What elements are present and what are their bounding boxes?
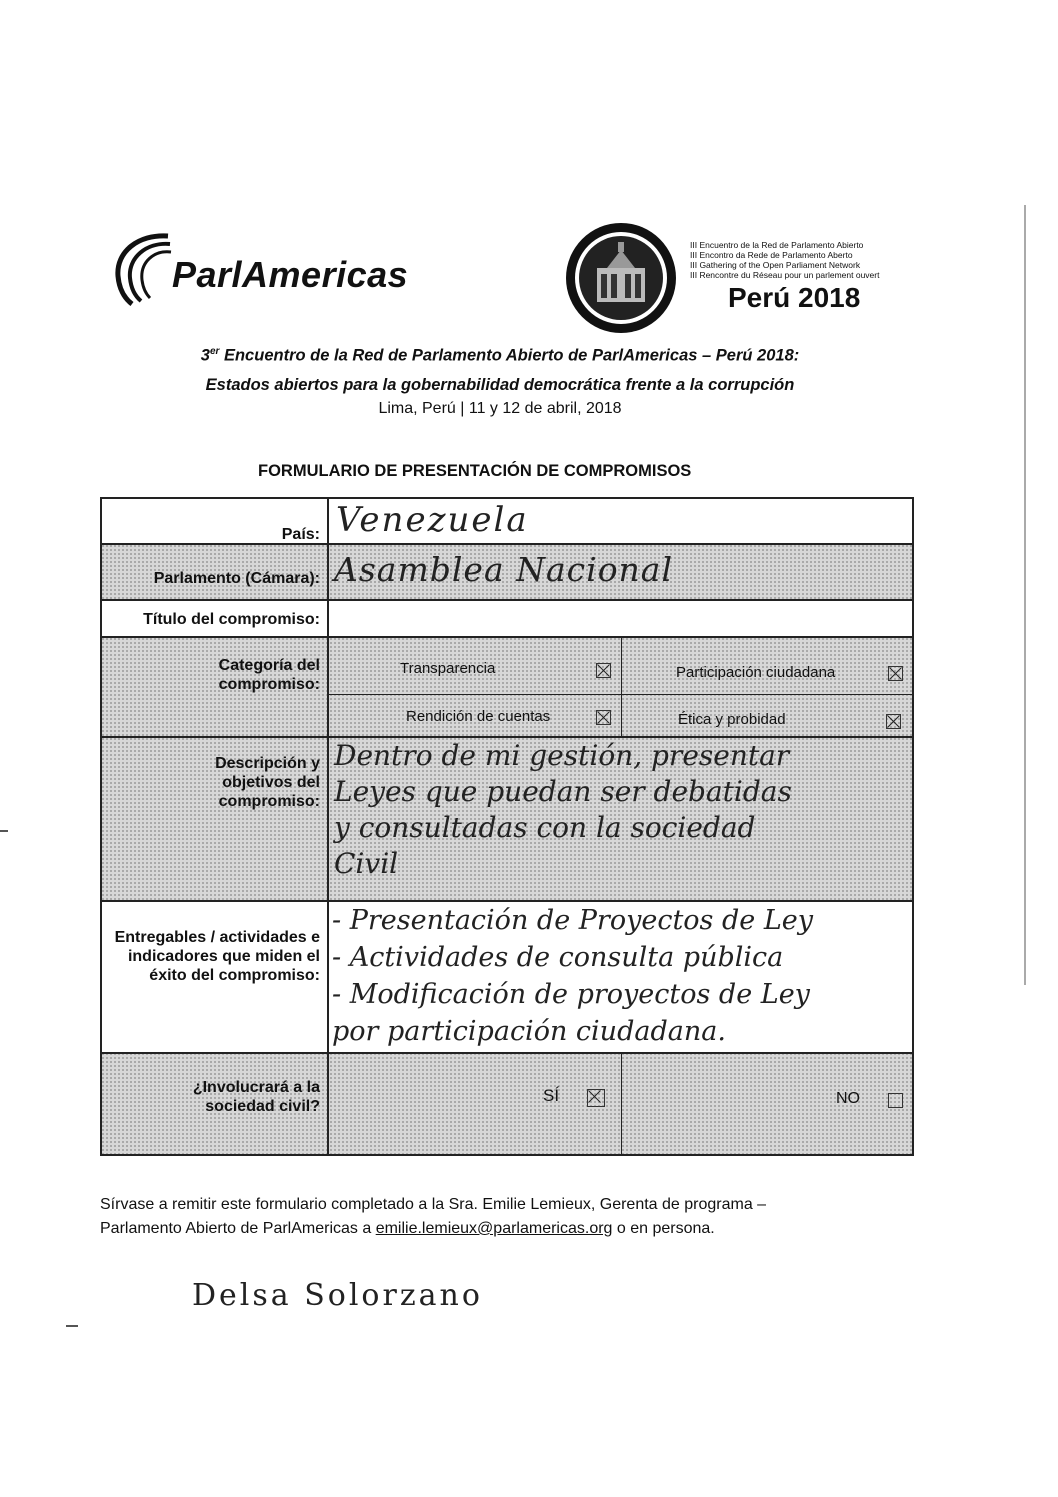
- table-label-divider: [327, 497, 329, 1156]
- category-participacion-label: Participación ciudadana: [676, 664, 836, 681]
- checkbox-participacion[interactable]: [888, 666, 903, 681]
- entregables-line: - Presentación de Proyectos de Ley: [332, 905, 813, 936]
- label-pais: País:: [281, 526, 320, 543]
- footer-instructions-line1: Sírvase a remitir este formulario completado a la Sra. Emilie Lemieux, Gerenta de programa –: [100, 1196, 767, 1213]
- footer-text-before-email: Parlamento Abierto de ParlAmericas a: [100, 1220, 376, 1237]
- handwritten-signature: Delsa Solorzano: [192, 1278, 483, 1313]
- descripcion-line: Civil: [334, 847, 399, 880]
- handwritten-pais[interactable]: Venezuela: [336, 500, 529, 540]
- table-border-top: [100, 497, 914, 499]
- descripcion-line: Leyes que puedan ser debatidas: [334, 775, 792, 808]
- event-location-date: Lima, Perú | 11 y 12 de abril, 2018: [378, 400, 622, 417]
- category-transparencia-label: Transparencia: [400, 660, 496, 677]
- descripcion-line: Dentro de mi gestión, presentar: [334, 739, 790, 772]
- checkbox-rendicion[interactable]: [596, 710, 611, 725]
- event-line: III Gathering of the Open Parliament Network: [690, 260, 861, 270]
- footer-email-link[interactable]: emilie.lemieux@parlamericas.org: [375, 1220, 613, 1237]
- footer-text-after-email: o en persona.: [612, 1220, 715, 1237]
- option-no[interactable]: [836, 1090, 908, 1108]
- category-rendicion-label: Rendición de cuentas: [406, 708, 551, 725]
- descripcion-line: y consultadas con la sociedad: [334, 811, 756, 844]
- form-heading: FORMULARIO DE PRESENTACIÓN DE COMPROMISOS: [258, 462, 692, 480]
- event-line: III Encuentro de la Red de Parlamento Abierto: [690, 240, 864, 250]
- event-title-line2: Estados abiertos para la gobernabilidad democrática frente a la corrupción: [205, 376, 795, 394]
- table-border-bottom: [100, 1154, 914, 1156]
- parlamericas-wordmark: ParlAmericas: [172, 254, 409, 295]
- handwritten-titulo-empty[interactable]: [330, 602, 910, 634]
- label-involucrara: ¿Involucrará a la sociedad civil?: [192, 1079, 320, 1115]
- event-title-text: Encuentro de la Red de Parlamento Abierto de ParlAmericas – Perú 2018:: [219, 346, 800, 365]
- event-line: III Rencontre du Réseau pour un parlement ouvert: [690, 270, 880, 280]
- option-si[interactable]: [543, 1086, 623, 1106]
- category-participacion[interactable]: [676, 664, 906, 681]
- checkbox-si[interactable]: [587, 1089, 605, 1107]
- table-row-divider: [100, 1052, 914, 1054]
- table-border-left: [100, 497, 102, 1156]
- category-column-divider: [621, 636, 622, 736]
- option-si-label: SÍ: [543, 1086, 560, 1105]
- ordinal-suffix: er: [209, 346, 220, 357]
- handwritten-descripcion[interactable]: [334, 738, 909, 882]
- category-etica-label: Ética y probidad: [678, 711, 786, 728]
- category-etica[interactable]: [678, 711, 908, 728]
- event-badge: Perú 2018: [728, 282, 861, 313]
- label-entregables: Entregables / actividades e indicadores que miden el éxito del compromiso:: [114, 929, 320, 984]
- table-row-divider: [100, 636, 914, 638]
- entregables-line: - Actividades de consulta pública: [332, 942, 784, 973]
- table-border-right: [912, 497, 914, 1156]
- table-row-divider: [100, 599, 914, 601]
- entregables-line: por participación ciudadana.: [332, 1016, 726, 1047]
- ordinal-number: 3: [200, 346, 210, 365]
- checkbox-transparencia[interactable]: [596, 663, 611, 678]
- handwritten-entregables[interactable]: [332, 902, 910, 1050]
- label-categoria: Categoría del compromiso:: [218, 657, 320, 693]
- category-transparencia[interactable]: [400, 660, 615, 677]
- entregables-line: - Modificación de proyectos de Ley: [332, 979, 810, 1010]
- option-no-label: NO: [836, 1090, 860, 1107]
- label-titulo: Título del compromiso:: [143, 611, 320, 628]
- checkbox-no[interactable]: [888, 1093, 903, 1108]
- handwritten-parlamento[interactable]: Asamblea Nacional: [334, 550, 674, 589]
- label-parlamento: Parlamento (Cámara):: [153, 570, 320, 587]
- event-line: III Encontro da Rede de Parlamento Aberto: [690, 250, 853, 260]
- checkbox-etica[interactable]: [886, 714, 901, 729]
- label-descripcion: Descripción y objetivos del compromiso:: [215, 755, 320, 810]
- category-rendicion[interactable]: [406, 708, 621, 725]
- footer-instructions-line2: [100, 1220, 715, 1238]
